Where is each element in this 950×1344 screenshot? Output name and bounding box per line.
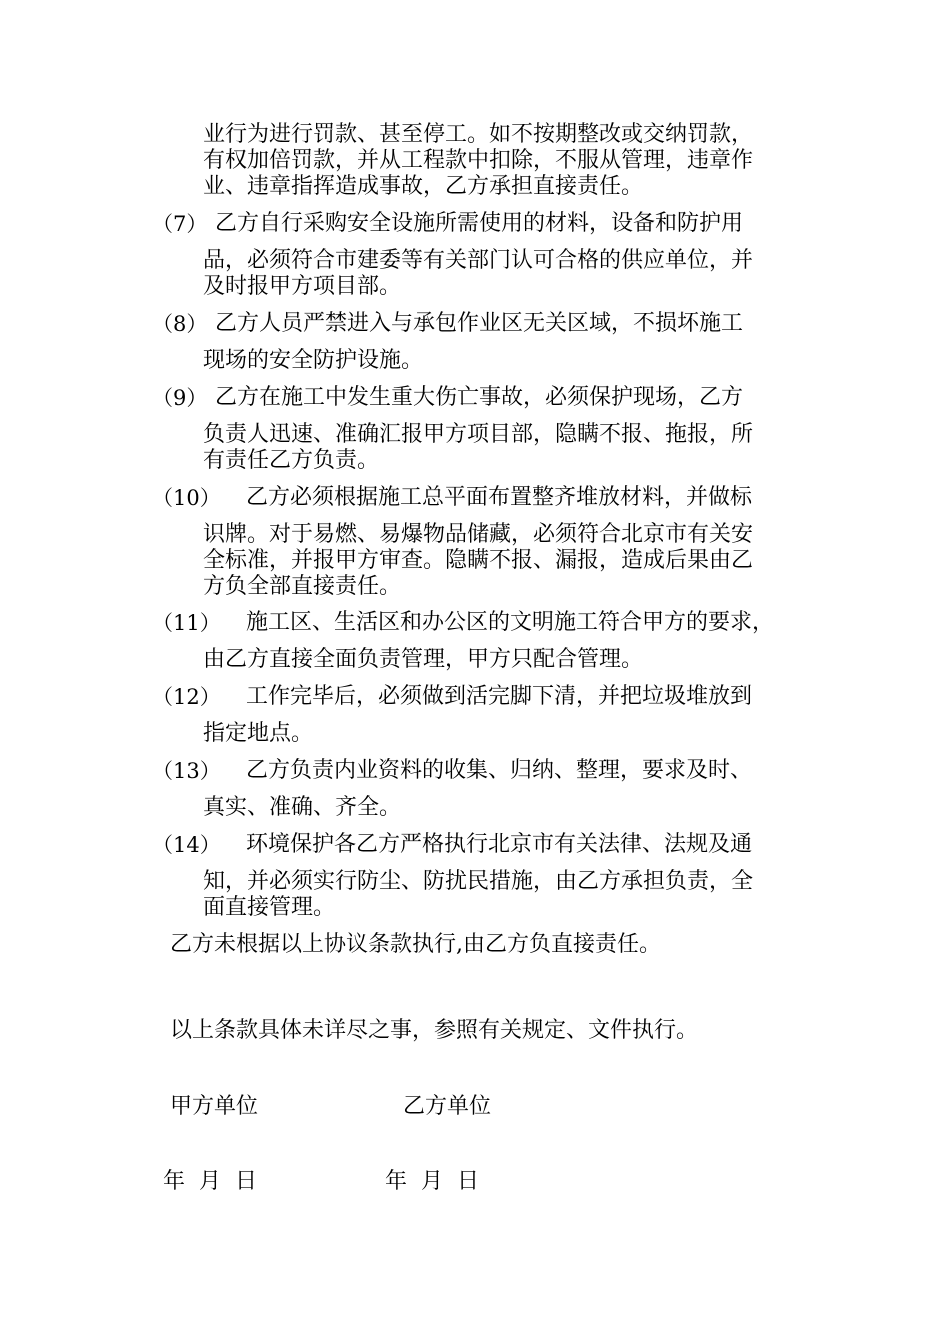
clause-line: 环境保护各乙方严格执行北京市有关法律、法规及通 [246, 832, 753, 857]
date-b: 年 月 日 [385, 1169, 479, 1194]
clause-line: 全标准，并报甲方审查。隐瞒不报、漏报，造成后果由乙 [203, 548, 754, 573]
clause-line: 负责人迅速、准确汇报甲方项目部，隐瞒不报、拖报，所 [203, 422, 754, 447]
paragraph-line: 业行为进行罚款、甚至停工。如不按期整改或交纳罚款， [203, 122, 754, 147]
clause-line: 乙方自行采购安全设施所需使用的材料，设备和防护用 [215, 211, 744, 236]
clause-line: 品，必须符合市建委等有关部门认可合格的供应单位，并 [203, 248, 754, 273]
clause-line: 知，并必须实行防尘、防扰民措施，由乙方承担负责，全 [203, 869, 754, 894]
clause-number: （12） [152, 685, 221, 709]
clause-line: 面直接管理。 [203, 895, 336, 920]
clause-line: 真实、准确、齐全。 [203, 795, 402, 820]
clause-line: 有责任乙方负责。 [203, 448, 380, 473]
clause-number: （10） [152, 486, 221, 510]
clause-number: （7） [152, 212, 208, 236]
clause-line: 乙方在施工中发生重大伤亡事故，必须保护现场，乙方 [215, 385, 744, 410]
party-b-label: 乙方单位 [403, 1094, 492, 1119]
clause-number: （14） [152, 833, 221, 857]
summary-text: 乙方未根据以上协议条款执行,由乙方负直接责任。 [170, 932, 661, 957]
clause-number: （9） [152, 386, 208, 410]
clause-number: （8） [152, 312, 208, 336]
party-a-label: 甲方单位 [170, 1094, 259, 1119]
clause-line: 方负全部直接责任。 [203, 574, 402, 599]
clause-line: 现场的安全防护设施。 [203, 348, 424, 373]
date-a: 年 月 日 [163, 1169, 257, 1194]
clause-line: 由乙方直接全面负责管理，甲方只配合管理。 [203, 647, 644, 672]
clause-line: 施工区、生活区和办公区的文明施工符合甲方的要求， [246, 610, 775, 635]
clause-number: （13） [152, 759, 221, 783]
clause-line: 及时报甲方项目部。 [203, 274, 402, 299]
clause-line: 工作完毕后，必须做到活完脚下清，并把垃圾堆放到 [246, 684, 753, 709]
clause-line: 识牌。对于易燃、易爆物品储藏，必须符合北京市有关安 [203, 522, 754, 547]
clause-line: 指定地点。 [203, 721, 314, 746]
closing-text: 以上条款具体未详尽之事，参照有关规定、文件执行。 [170, 1018, 699, 1043]
clause-number: （11） [152, 611, 221, 635]
paragraph-line: 业、违章指挥造成事故，乙方承担直接责任。 [203, 174, 644, 199]
paragraph-line: 有权加倍罚款，并从工程款中扣除，不服从管理，违章作 [203, 148, 754, 173]
clause-line: 乙方负责内业资料的收集、归纳、整理，要求及时、 [246, 758, 753, 783]
clause-line: 乙方必须根据施工总平面布置整齐堆放材料，并做标 [246, 485, 753, 510]
clause-line: 乙方人员严禁进入与承包作业区无关区域，不损坏施工 [215, 311, 744, 336]
